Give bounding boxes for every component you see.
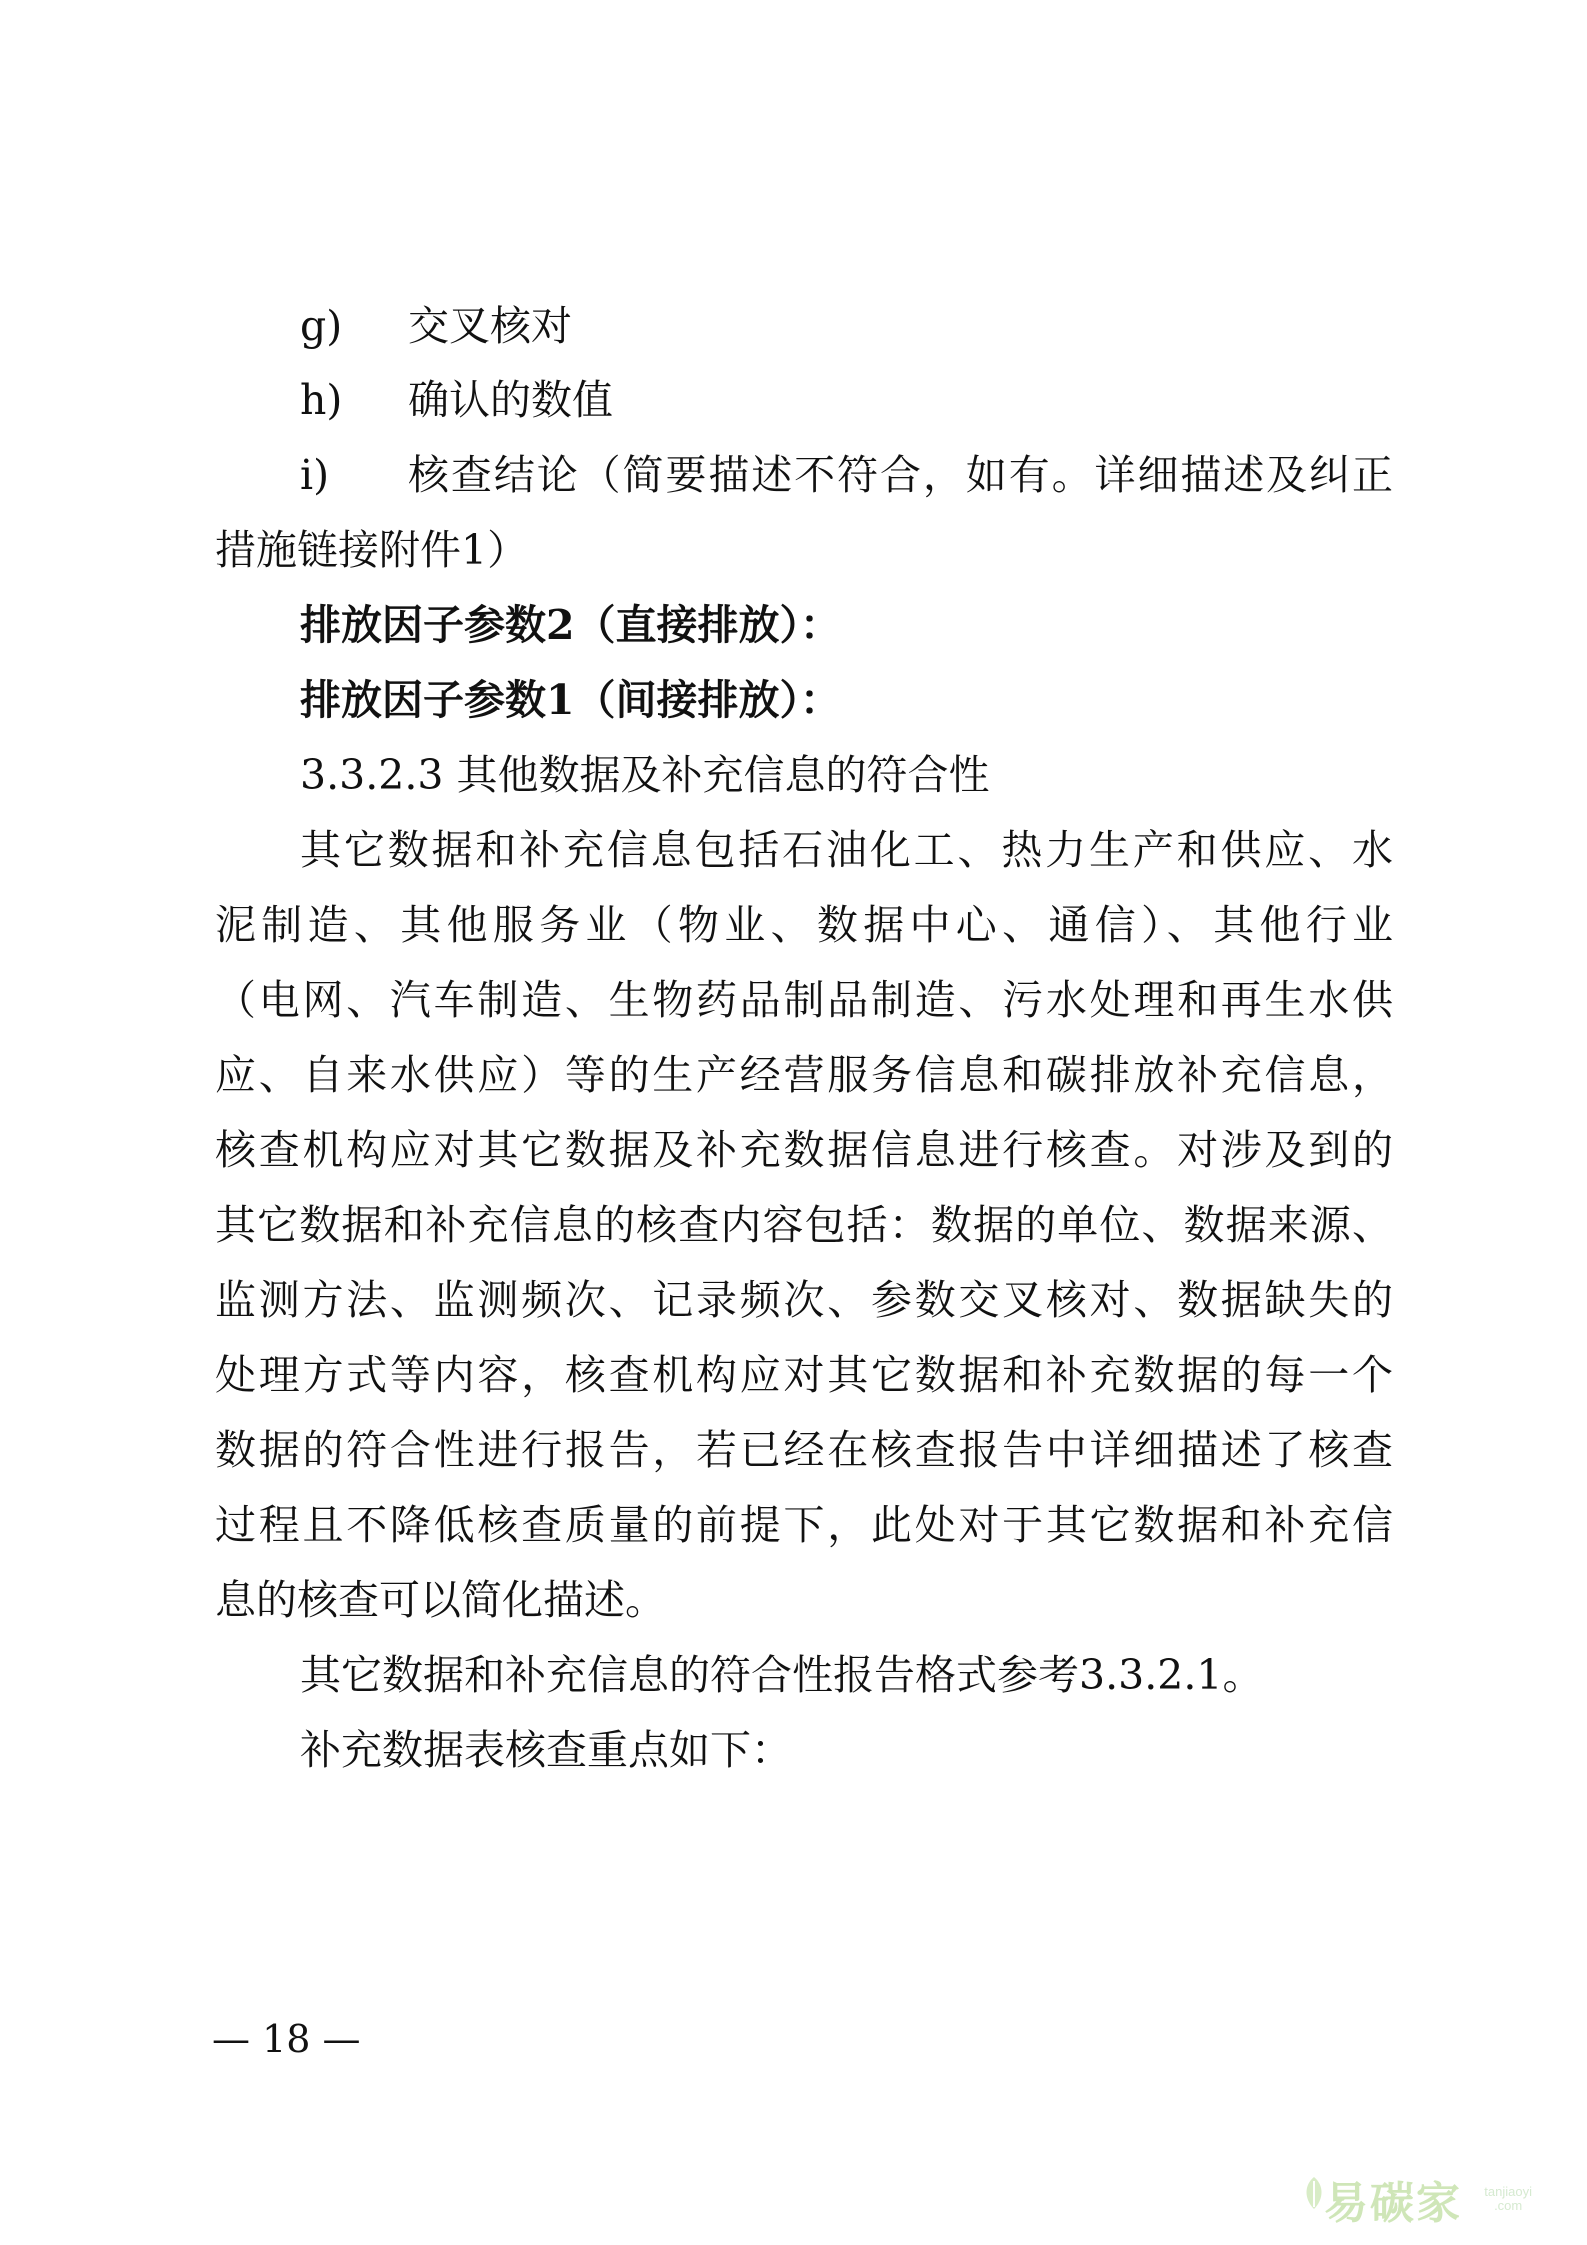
watermark-logo <box>1302 2165 1532 2228</box>
leaf-icon <box>1302 2175 1326 2211</box>
list-marker-h: h) <box>300 376 343 424</box>
paragraph-line: 泥制造、其他服务业（物业、数据中心、通信）、其他行业 <box>215 901 1393 949</box>
list-item-h-text: 确认的数值 <box>408 376 613 424</box>
paragraph-line: 数据的符合性进行报告，若已经在核查报告中详细描述了核查 <box>215 1426 1393 1474</box>
bold-line-indirect-emission: 排放因子参数1（间接排放）： <box>300 676 842 724</box>
list-item-g-text: 交叉核对 <box>408 302 572 350</box>
list-marker-i: i) <box>300 451 330 499</box>
list-item-i-continuation: 措施链接附件1） <box>215 526 529 574</box>
paragraph-line-last: 息的核查可以简化描述。 <box>215 1576 666 1624</box>
list-marker-g: g) <box>300 302 343 350</box>
watermark-subtext <box>1484 2185 1532 2212</box>
paragraph-supplementary-focus: 补充数据表核查重点如下： <box>300 1726 792 1774</box>
bold-line-direct-emission: 排放因子参数2（直接排放）： <box>300 601 842 649</box>
watermark-text: 易碳家 <box>1324 2179 1462 2228</box>
page-number: — 18 — <box>212 2017 361 2061</box>
paragraph-line: 监测方法、监测频次、记录频次、参数交叉核对、数据缺失的 <box>215 1276 1393 1324</box>
paragraph-line: 过程且不降低核查质量的前提下，此处对于其它数据和补充信 <box>215 1501 1393 1549</box>
watermark-subtext-line1: tanjiaoyi <box>1484 2184 1532 2199</box>
paragraph-line: （电网、汽车制造、生物药品制品制造、污水处理和再生水供 <box>215 976 1393 1024</box>
paragraph-line: 处理方式等内容，核查机构应对其它数据和补充数据的每一个 <box>215 1351 1393 1399</box>
paragraph-format-reference: 其它数据和补充信息的符合性报告格式参考3.3.2.1。 <box>300 1651 1264 1699</box>
section-heading: 3.3.2.3 其他数据及补充信息的符合性 <box>300 751 990 799</box>
paragraph-line: 其它数据和补充信息的核查内容包括：数据的单位、数据来源、 <box>215 1201 1393 1249</box>
watermark-subtext-line2: .com <box>1494 2197 1523 2213</box>
paragraph-line: 其它数据和补充信息包括石油化工、热力生产和供应、水 <box>300 826 1393 874</box>
paragraph-line: 核查机构应对其它数据及补充数据信息进行核查。对涉及到的 <box>215 1126 1393 1174</box>
list-item-i-text: 核查结论（简要描述不符合，如有。详细描述及纠正 <box>408 451 1393 499</box>
paragraph-line: 应、自来水供应）等的生产经营服务信息和碳排放补充信息， <box>215 1051 1393 1099</box>
